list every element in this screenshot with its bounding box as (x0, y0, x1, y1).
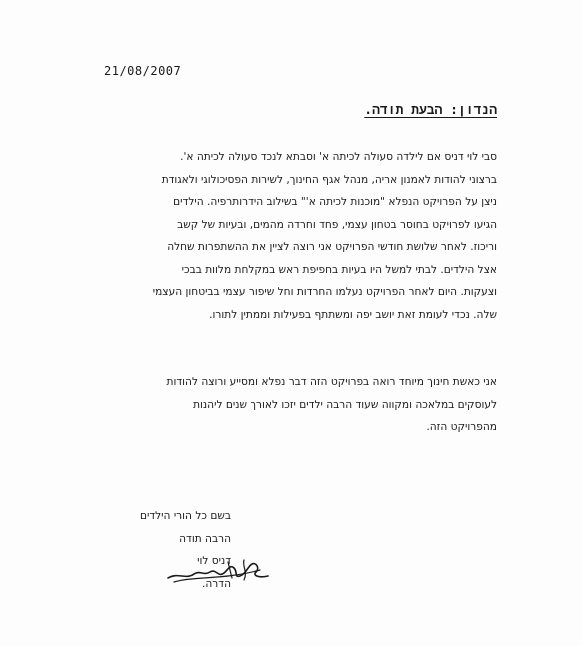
text-line: וצעקות. היום לאחר הפרויקט נעלמו החרדות וחל שיפור עצמי בביטחון העצמי (152, 286, 497, 298)
letter-paragraph-2 (57, 371, 497, 439)
text-line: ניצן על הפרויקט הנפלא "מוכנות לכיתה א'" בשילוב הידרותרפיה. הילדים (173, 196, 497, 208)
text-line: סבי לוי דניס אם לילדה סעולה לכיתה א' וסבתא לנכד סעולה לכיתה א'. (180, 151, 497, 163)
text-line: אני כאשת חינוך מיוחד רואה בפרויקט הזה דבר נפלא ומסייע ורוצה להודות (166, 376, 497, 388)
text-line: מהפרויקט הזה. (426, 421, 497, 433)
letter-date: 21/08/2007 (104, 64, 182, 78)
text-line: וריכוז. לאחר שלושת חודשי הפרויקט אני רוצה לציין את ההשתפרות שחלה (167, 241, 497, 253)
text-line: שלה. נכדי לעומת זאת יושב יפה ומשתתף בפעילות וממתין לתורו. (209, 308, 497, 321)
text-line: הגיעו לפרויקט בחוסר בטחון עצמי, פחד וחרדה מהמים, ובעיות של קשב (177, 218, 497, 231)
closing-line: הרבה תודה (179, 532, 231, 545)
text-line: ברצוני להודות לאמנון אריה, מנהל אגף החינוך, לשירות הפסיכולוגי ולאגודת (161, 173, 497, 186)
letter-subject: הנדון: הבעת תודה. (364, 103, 497, 118)
text-line: לעוסקים במלאכה ומקווה שעוד הרבה ילדים יזכו לאורך שנים ליהנות (193, 398, 497, 411)
signature-icon (164, 554, 276, 586)
closing-line: בשם כל הורי הילדים (139, 510, 231, 522)
closing-line: הדרה. (202, 577, 231, 590)
closing-line: דניס לוי (197, 555, 231, 567)
text-line: אצל הילדים. לבתי למשל היו בעיות בחפיפת ראש במקלחת מלוות בבכי (181, 263, 497, 276)
letter-paragraph-1 (57, 146, 497, 326)
